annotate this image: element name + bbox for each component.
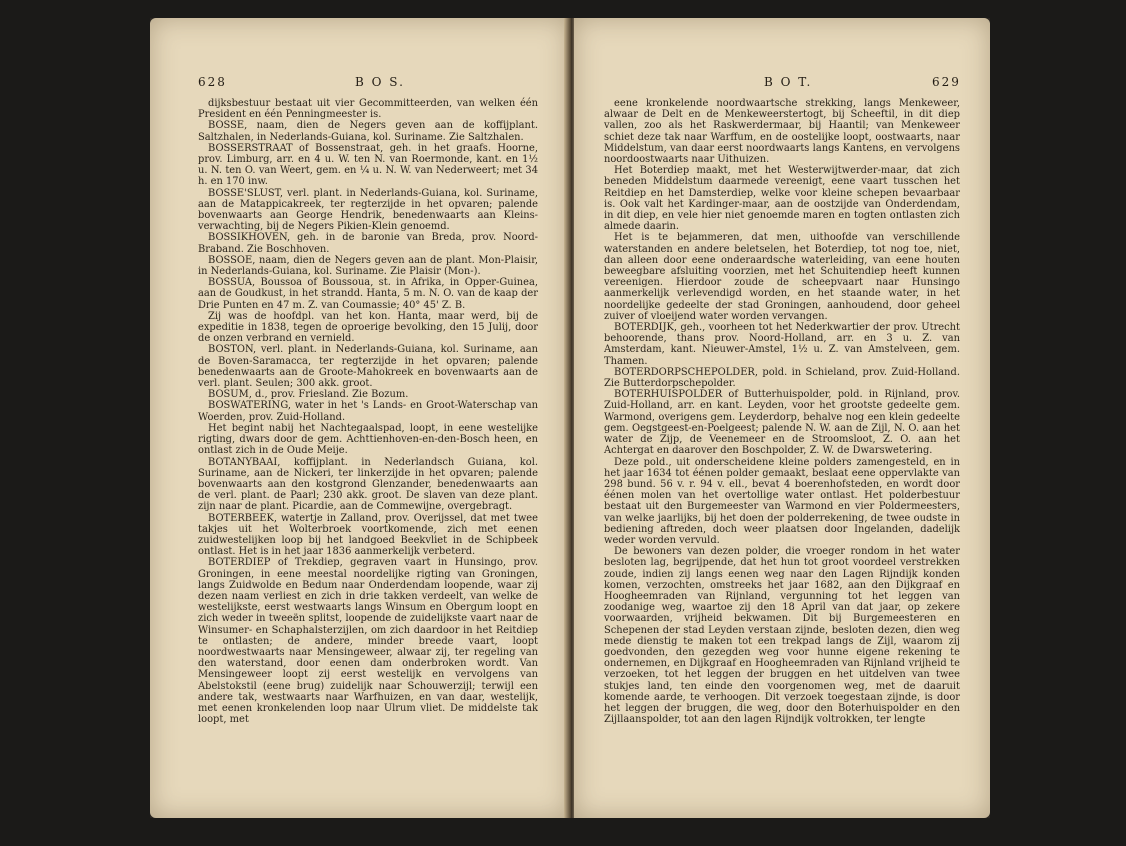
- paragraph: BOSWATERING, water in het 's Lands- en Groot-Waterschap van Woerden, prov. Zuid-Holland.: [198, 400, 538, 423]
- paragraph: Deze pold., uit onderscheidene kleine polders zamengesteld, en in het jaar 1634 tot éénen polder gemaakt, beslaat eene oppervlakte van 298 bund. 56 v. r. 94 v. ell., bevat 4 boerenhofsteden, en wordt door éénen molen van het overtollige water ontlast. Het polderbestuur bestaat uit den Burgemeester van Warmond en vier Poldermeesters, van welke jaarlijks, bij het doen der polderrekening, de twee oudste in bediening aftreden, doch weer plaatsen door Ingelanden, dadelijk weder worden vervuld.: [604, 456, 960, 546]
- paragraph: BOSTON, verl. plant. in Nederlands-Guiana, kol. Suriname, aan de Boven-Saramacca, ter regterzijde in het opvaren; palende benedenwaarts aan de Groote-Mahokreek en bovenwaarts aan de verl. plant. Seulen; 300 akk. groot.: [198, 344, 538, 390]
- paragraph: Het begint nabij het Nachtegaalspad, loopt, in eene westelijke rigting, dwars door de gem. Achttienhoven-en-den-Bosch heen, en ontlast zich in de Oude Meije.: [198, 422, 538, 457]
- paragraph: eene kronkelende noordwaartsche strekking, langs Menkeweer, alwaar de Delt en de Menkeweerstertogt, bij Scheeftil, in dit diep vallen, zoo als het Raskwerdermaar, bij Haantil; van Menkeweer schiet deze tak naar Warffum, en de oostelijke loopt, oostwaarts, naar Middelstum, van daar eerst noordwaarts langs Kantens, en vervolgens noordoostwaarts naar Uithuizen.: [604, 98, 960, 166]
- paragraph: BOTERBEEK, watertje in Zalland, prov. Overijssel, dat met twee takjes uit het Wolterbroek voortkomende, zich met eenen zuidwestelijken loop bij het landgoed Beekvliet in de Schipbeek ontlast. Het is in het jaar 1836 aanmerkelijk verbeterd.: [198, 512, 538, 558]
- paragraph: BOSSOE, naam, dien de Negers geven aan de plant. Mon-Plaisir, in Nederlands-Guiana, kol. Suriname. Zie Plaisir (Mon-).: [198, 254, 538, 278]
- paragraph: BOTERHUISPOLDER of Butterhuispolder, pold. in Rijnland, prov. Zuid-Holland, arr. en kant. Leyden, voor het grootste gedeelte gem. Warmond, overigens gem. Leyderdorp, behalve nog een klein gedeelte gem. Oegstgeest-en-Poelgeest; palende N. W. aan de Zijl, N. O. aan het water de Zijp, de Veenemeer en de Stroomsloot, Z. O. aan het Achtergat en daarover den Boschpolder, Z. W. de Dwarswetering.: [604, 389, 960, 457]
- page-number: 628: [198, 75, 227, 89]
- right-page: [574, 18, 990, 818]
- paragraph: BOTERDORPSCHEPOLDER, pold. in Schieland, prov. Zuid-Holland. Zie Butterdorpschepolder.: [604, 366, 960, 390]
- paragraph: BOTERDIEP of Trekdiep, gegraven vaart in Hunsingo, prov. Groningen, in eene meestal noordelijke rigting van Groningen, langs Zuidwolde en Bedum naar Onderdendam loopende, waar zij dezen naam verliest en zich in drie takken verdeelt, van welke de westelijkste, eerst westwaarts langs Winsum en Obergum loopt en zich weder in tweeën splitst, loopende de zuidelijkste vaart naar de Winsumer- en Schaphalsterzijlen, om zich daardoor in het Reitdiep te ontlasten; de andere, minder breede vaart, loopt noordwestwaarts naar Mensingeweer, alwaar zij, ter regeling van den waterstand, door eenen dam onderbroken wordt. Van Mensingeweer loopt zij eerst westelijk en vervolgens van Abelstokstil (eene brug) zuidelijk naar Schouwerzijl; terwijl een andere tak, westwaarts naar Warfhuizen, en van daar, westelijk, met eenen kronkelenden loop naar Ulrum vliet. De middelste tak loopt, met: [198, 557, 538, 726]
- left-page: [150, 18, 568, 818]
- right-page-text: [604, 98, 960, 725]
- paragraph: BOSSUA, Boussoa of Boussoua, st. in Afrika, in Opper-Guinea, aan de Goudkust, in het strandd. Hanta, 5 m. N. O. van de kaap der Drie Punten en 47 m. Z. van Coumassie; 40° 45' Z. B.: [198, 277, 538, 311]
- paragraph: BOTERDIJK, geh., voorheen tot het Nederkwartier der prov. Utrecht behoorende, thans prov. Noord-Holland, arr. en 3 u. Z. van Amsterdam, kant. Nieuwer-Amstel, 1½ u. Z. van Amstelveen, gem. Thamen.: [604, 322, 960, 367]
- running-head: B O T.: [764, 75, 813, 89]
- paragraph: BOSSE'SLUST, verl. plant. in Nederlands-Guiana, kol. Suriname, aan de Matappicakreek, ter regterzijde in het opvaren; palende bovenwaarts aan George Hendrik, benedenwaarts aan Kleins-verwachting, bij de Negers Pikien-Klein genoemd.: [198, 187, 538, 233]
- paragraph: BOSSIKHOVEN, geh. in de baronie van Breda, prov. Noord-Braband. Zie Boschhoven.: [198, 232, 538, 255]
- paragraph: Het Boterdiep maakt, met het Westerwijtwerder-maar, dat zich beneden Middelstum daarmede vereenigt, eene vaart tusschen het Reitdiep en het Damsterdiep, welke voor kleine schepen bevaarbaar is. Ook valt het Kardinger-maar, aan de oostzijde van Onderdendam, in dit diep, en vele hier niet genoemde maren en togten ontlasten zich almede daarin.: [604, 165, 960, 233]
- left-page-text: [198, 98, 538, 725]
- paragraph: dijksbestuur bestaat uit vier Gecommitteerden, van welken één President en één Penningmeester is.: [198, 98, 538, 121]
- paragraph: BOSSERSTRAAT of Bossenstraat, geh. in het graafs. Hoorne, prov. Limburg, arr. en 4 u. W. ten N. van Roermonde, kant. en 1½ u. N. ten O. van Weert, gem. en ¼ u. N. W. van Nederweert; met 34 h. en 170 inw.: [198, 142, 538, 188]
- paragraph: BOSUM, d., prov. Friesland. Zie Bozum.: [208, 389, 409, 401]
- paragraph: De bewoners van dezen polder, die vroeger rondom in het water besloten lag, begrijpende, dat het hun tot groot voordeel verstrekken zoude, indien zij langs eenen weg naar den Lagen Rijndijk konden komen, verzochten, omstreeks het jaar 1682, aan den Dijkgraaf en Hoogheemraden van Rijnland, vergunning tot het leggen van zoodanige weg, waartoe zij den 18 April van dat jaar, op zekere voorwaarden, vrijheid bekwamen. Dit bij Burgemeesteren en Schepenen der stad Leyden verstaan zijnde, besloten dezen, dien weg mede dienstig te maken tot een trekpad langs de Zijl, waarom zij goedvonden, den gezegden weg voor hunne eigene rekening te ondernemen, en Dijkgraaf en Hoogheemraden van Rijnland vrijheid te verzoeken, tot het leggen der bruggen en het uitdelven van twee stukjes land, ten einde den voorgenomen weg, met de daaruit komende aarde, te verhoogen. Dit verzoek toegestaan zijnde, is door het leggen der bruggen, die weg, door den Boterhuispolder en den Zijllaanspolder, tot aan den lagen Rijndijk voltrokken, ter lengte: [604, 546, 960, 726]
- book-spread: [150, 18, 990, 818]
- page-number: 629: [932, 75, 961, 89]
- running-head: B O S.: [355, 75, 405, 89]
- paragraph: Het is te bejammeren, dat men, uithoofde van verschillende waterstanden en andere beletselen, het Boterdiep, tot nog toe, niet, dan alleen door eene onderaardsche waterleiding, van eene houten beweegbare afsluiting voorzien, met het Schuitendiep heeft kunnen vereenigen. Hierdoor zoude de scheepvaart naar Hunsingo aanmerkelijk verlevendigd worden, en het staande water, in het noordelijke gedeelte der stad Groningen, aanhoudend, door geheel zuiver of vloeijend water worden vervangen.: [604, 232, 960, 322]
- paragraph: Zij was de hoofdpl. van het kon. Hanta, maar werd, bij de expeditie in 1838, tegen de oproerige bevolking, den 15 Julij, door de onzen verbrand en vernield.: [198, 310, 538, 345]
- paragraph: BOSSE, naam, dien de Negers geven aan de koffijplant. Saltzhalen, in Nederlands-Guiana, kol. Suriname. Zie Saltzhalen.: [198, 120, 538, 143]
- paragraph: BOTANYBAAI, koffijplant. in Nederlandsch Guiana, kol. Suriname, aan de Nickeri, ter linkerzijde in het opvaren; palende bovenwaarts aan den kostgrond Glenzander, benedenwaarts aan de verl. plant. de Paarl; 230 akk. groot. De slaven van deze plant. zijn naar de plant. Picardie, aan de Commewijne, overgebragt.: [198, 456, 538, 513]
